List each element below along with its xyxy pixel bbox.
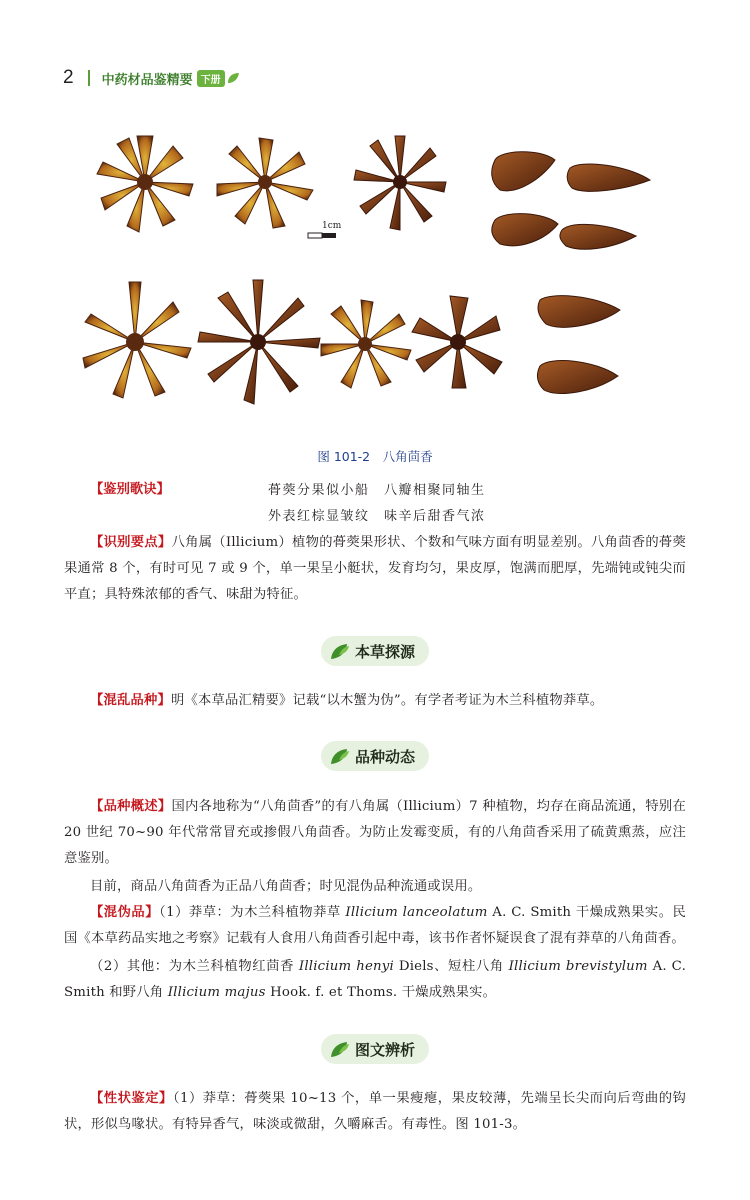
leaf-icon	[226, 71, 240, 85]
page-number: 2	[63, 67, 74, 88]
section-title: 品种动态	[354, 747, 415, 766]
key-points-paragraph	[64, 530, 686, 608]
figure-caption: 图 101-2 八角茴香	[317, 449, 433, 464]
fake2-text-c: A. C. Smith 和野八角	[64, 959, 687, 1000]
other-fakes-paragraph	[64, 954, 686, 1006]
leaf-icon	[329, 641, 351, 661]
header-divider	[88, 70, 90, 86]
star-anise-6	[321, 300, 411, 388]
mnemonic-line-2: 外表红棕显皱纹 味辛后甜香气浓	[268, 509, 486, 524]
star-anise-1	[97, 136, 193, 232]
book-title: 中药材品鉴精要	[101, 72, 193, 88]
key-points-text: 八角属（Illicium）植物的蓇葖果形状、个数和气味方面有明显差别。八角茴香的蓇葖果通常 8 个，有时可见 7 或 9 个，单一果呈小艇状，发育均匀，果皮厚，饱满而肥厚，先端钝或钝尖而平直；具特殊浓郁的香气、味甜为特征。	[64, 535, 686, 602]
overview-text: 国内各地称为“八角茴香”的有八角属（Illicium）7 种植物，均存在商品流通，特别在 20 世纪 70~90 年代常常冒充或掺假八角茴香。为防止发霉变质，有的八角茴香采用了硫黄熏蒸，应注意鉴别。	[64, 799, 687, 866]
star-anise-2	[217, 138, 313, 228]
scale-label: 1cm	[322, 221, 342, 231]
trait-tag: 【性状鉴定】	[90, 1091, 173, 1106]
section-title: 图文辨析	[354, 1040, 415, 1059]
leaf-icon	[329, 746, 351, 766]
star-anise-5	[198, 280, 320, 404]
fake1-text-b: A. C. Smith 干燥成熟果实。民国《本草药品实地之考察》记载有人食用八角茴香引起中毒，该书作者怀疑误食了混有莽草的八角茴香。	[64, 905, 686, 946]
confused-tag: 【混乱品种】	[90, 693, 171, 708]
leaf-icon	[329, 1039, 351, 1059]
star-anise-4	[83, 282, 191, 398]
trait-identification-paragraph	[64, 1086, 686, 1138]
fake2-latin-2: Illicium brevistylum	[508, 959, 648, 974]
volume-badge: 下册	[197, 70, 225, 87]
section-heading-analysis	[0, 1034, 750, 1064]
fake1-latin: Illicium lanceolatum	[345, 905, 488, 920]
confused-text: 明《本草品汇精要》记载“以木蟹为伪”。有学者考证为木兰科植物莽草。	[170, 693, 604, 708]
fake1-text-a: （1）莽草：为木兰科植物莽草	[159, 905, 346, 920]
section-heading-varieties	[0, 741, 750, 771]
fake2-latin-3: Illicium majus	[167, 985, 266, 1000]
fake2-text-d: Hook. f. et Thoms. 干燥成熟果实。	[265, 985, 497, 1000]
single-pods-bottom	[537, 296, 620, 394]
single-pods-top	[492, 152, 650, 249]
fake2-latin-1: Illicium henyi	[298, 959, 394, 974]
star-anise-3	[354, 136, 446, 230]
overview-paragraph	[64, 794, 686, 872]
star-anise-figure	[80, 120, 680, 440]
trait-text: （1）莽草：蓇葖果 10~13 个，单一果瘦瘪，果皮较薄，先端呈长尖而向后弯曲的钩状，形似鸟喙状。有特异香气，味淡或微甜，久嚼麻舌。有毒性。图 101-3。	[64, 1091, 686, 1132]
overview-tag: 【品种概述】	[90, 799, 172, 814]
confused-varieties-paragraph	[64, 688, 686, 714]
scale-bar	[308, 221, 342, 238]
running-header	[63, 66, 240, 90]
key-points-tag: 【识别要点】	[90, 535, 172, 550]
mnemonic-tag: 【鉴别歌诀】	[90, 482, 170, 497]
mnemonic-line-1: 蓇葖分果似小船 八瓣相聚同轴生	[268, 483, 486, 498]
star-anise-7	[412, 296, 502, 388]
current-status-paragraph: 目前，商品八角茴香为正品八角茴香；时见混伪品种流通或误用。	[90, 879, 482, 894]
fake2-text-a: （2）其他：为木兰科植物红茴香	[90, 959, 299, 974]
section-heading-origin	[0, 636, 750, 666]
section-title: 本草探源	[354, 642, 415, 661]
fake2-text-b: Diels、短柱八角	[393, 959, 509, 974]
fake-tag: 【混伪品】	[90, 905, 159, 920]
fake-varieties-paragraph	[64, 900, 686, 952]
